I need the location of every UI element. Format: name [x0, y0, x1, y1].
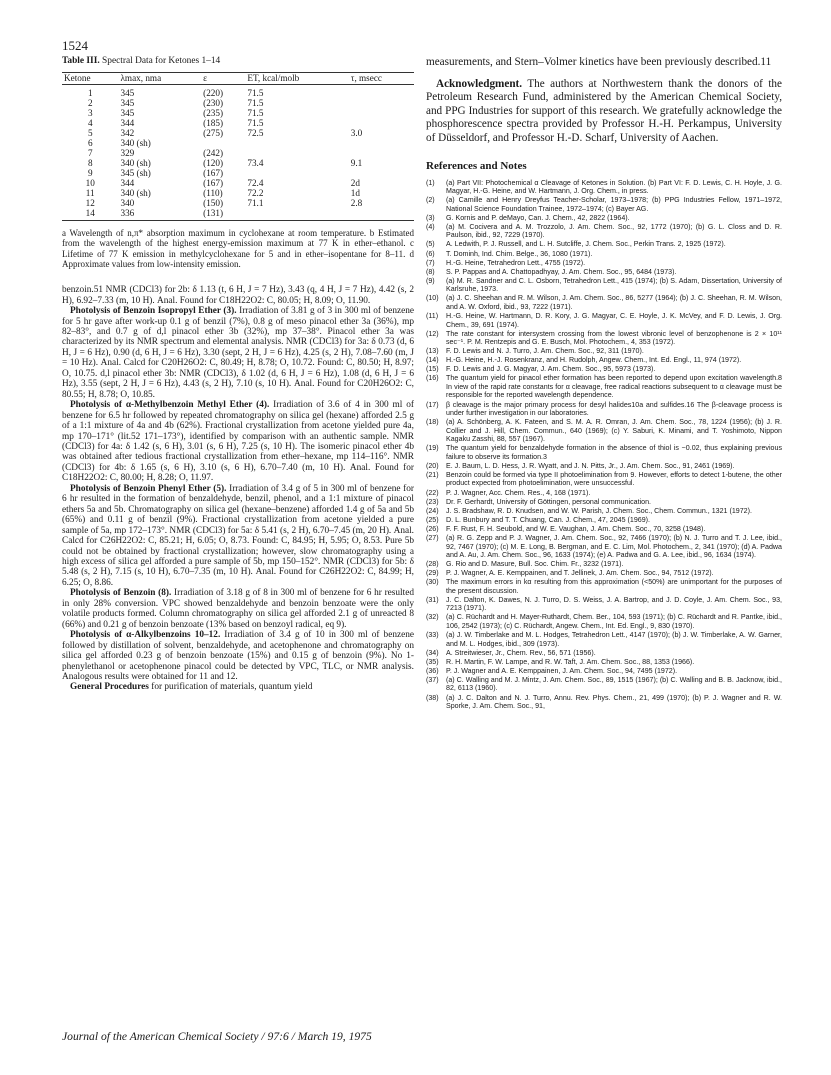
- reference-number: (8): [426, 267, 435, 276]
- reference-item: [426, 471, 782, 488]
- body-paragraph: [62, 682, 414, 692]
- reference-number: (38): [426, 693, 439, 702]
- col-header-tau: τ, msecc: [350, 73, 382, 83]
- cell-lambda: 336: [120, 208, 135, 218]
- cell-et: 71.5: [247, 88, 264, 98]
- reference-number: (13): [426, 347, 439, 356]
- table-row: [62, 98, 414, 108]
- table-row: [62, 178, 414, 188]
- reference-number: (21): [426, 470, 439, 479]
- cell-ketone: 2: [87, 98, 93, 108]
- reference-text: (a) R. G. Zepp and P. J. Wagner, J. Am. Chem. Soc., 92, 7466 (1970); (b) N. J. Turro and T. J. Lee, ibid., 92, 7467 (1970); (c) M. E. Long, B. Bergman, and E. C. Lim, Mol. Photochem., 2, 341 (1970); (d) A. Padwa and A. Au, J. Am. Chem. Soc., 96, 1633 (1974); (e) A. Padwa and G. A. Lee, ibid., 96, 1634 (1974).: [446, 534, 782, 559]
- reference-item: [426, 250, 782, 259]
- reference-item: [426, 277, 782, 294]
- cell-tau: [349, 98, 414, 108]
- reference-text: D. L. Bunbury and T. T. Chuang, Can. J. Chem., 47, 2045 (1969).: [446, 515, 650, 524]
- reference-item: [426, 401, 782, 418]
- page-number: 1524: [62, 38, 88, 53]
- reference-text: T. Dominh, Ind. Chim. Belge., 36, 1080 (1971).: [446, 249, 593, 258]
- paragraph-heading: Photolysis of α-Methylbenzoin Methyl Ether (4).: [70, 400, 270, 411]
- reference-item: [426, 578, 782, 595]
- reference-item: [426, 676, 782, 693]
- cell-epsilon: (220): [203, 88, 224, 98]
- reference-text: F. F. Rust, F. H. Seubold, and W. E. Vaughan, J. Am. Chem. Soc., 70, 3258 (1948).: [446, 524, 706, 533]
- reference-list: [426, 179, 782, 711]
- reference-text: Benzoin could be formed via type II photoelimination from 9. However, efforts to detect 1-butene, the other product expected from photoelimination, were unsuccessful.: [446, 470, 782, 488]
- col-header-et: ET, kcal/molb: [247, 73, 300, 83]
- cell-lambda: 345 (sh): [120, 168, 151, 178]
- cell-tau: [349, 118, 414, 128]
- continued-paragraph: measurements, and Stern–Volmer kinetics have been previously described.11: [426, 56, 772, 68]
- references-heading: References and Notes: [426, 159, 527, 172]
- cell-epsilon: (230): [203, 98, 224, 108]
- cell-lambda: 345: [120, 108, 135, 118]
- body-paragraph: [62, 630, 414, 682]
- cell-lambda: 340 (sh): [120, 188, 151, 198]
- reference-item: [426, 374, 782, 400]
- paragraph-heading: Photolysis of Benzoin (8).: [70, 588, 172, 599]
- reference-item: [426, 356, 782, 365]
- cell-ketone: 4: [87, 118, 93, 128]
- cell-epsilon: (185): [203, 118, 224, 128]
- right-column: [426, 56, 782, 711]
- reference-text: R. H. Martin, F. W. Lampe, and R. W. Taft, J. Am. Chem. Soc., 88, 1353 (1966).: [446, 657, 695, 666]
- cell-tau: 2d: [350, 178, 360, 188]
- reference-text: E. J. Baum, L. D. Hess, J. R. Wyatt, and J. N. Pitts, Jr., J. Am. Chem. Soc., 91, 2461 (1969).: [446, 461, 735, 470]
- reference-text: F. D. Lewis and N. J. Turro, J. Am. Chem. Soc., 92, 311 (1970).: [446, 347, 644, 356]
- cell-ketone: 6: [87, 138, 93, 148]
- reference-text: (a) C. Rüchardt and H. Mayer-Ruthardt, Chem. Ber., 104, 593 (1971); (b) C. Rüchardt and R. Pantke, ibid., 106, 2542 (1973); (c) C. Rüchardt, Angew. Chem., Int. Ed. Engl., 9, 830 (1970).: [446, 613, 782, 630]
- reference-number: (11): [426, 312, 439, 320]
- reference-item: [426, 498, 782, 507]
- reference-number: (17): [426, 400, 439, 409]
- table-row: [62, 108, 414, 118]
- reference-number: (9): [426, 276, 435, 285]
- reference-text: H.-G. Heine, W. Hartmann, D. R. Kory, J. G. Magyar, C. E. Hoyle, J. K. McVey, and F. D. Lewis, J. Org. Chem., 39, 691 (1974).: [446, 312, 782, 329]
- col-header-lambda: λmax, nma: [120, 73, 162, 83]
- spectral-data-table: [62, 72, 414, 221]
- reference-text: G. Kornis and P. deMayo, Can. J. Chem., 42, 2822 (1964).: [446, 213, 630, 222]
- reference-number: (28): [426, 560, 439, 569]
- cell-et: 71.5: [247, 98, 264, 108]
- reference-number: (30): [426, 578, 439, 587]
- cell-ketone: 14: [85, 208, 95, 218]
- reference-number: (25): [426, 515, 439, 524]
- col-header-epsilon: ε: [203, 73, 207, 83]
- reference-item: [426, 214, 782, 223]
- reference-number: (36): [426, 666, 439, 675]
- reference-text: P. J. Wagner, Acc. Chem. Res., 4, 168 (1971).: [446, 488, 591, 497]
- paragraph-text: Irradiation of 3.4 g of 5 in 300 ml of benzene for 6 hr resulted in the formation of benzaldehyde, benzil, phenol, and a 1:1 mixture of pinacol ethers 5a and 5b. Chromatography on silica gel (hexane–benzene) afforded 1.4 g of 5a and 5b (65%) and 0.11 g of benzil (9%). Fractional crystallization from acetone yielded a pure sample of 5a, mp 172–173°. NMR (CDCl3) for 5a: δ 5.41 (s, 2 H), 6.70–7.45 (m, 20 H). Anal. Calcd for C26H22O2: C, 85.21; H, 6.05; O, 8.73. Found: C, 84.95; H, 5.95; O, 8.53. Pure 5b could not be obtained by fractional crystallization; however, slow chromatography using a high excess of silica gel afforded a pure sample of 5b, mp 150–152°. NMR (CDCl3) for 5b: δ 5.48 (s, 2 H), 7.15 (s, 10 H), 6.70–7.35 (m, 10 H). Anal. Found for C26H22O2: C, 84.99; H, 6.25; O, 8.86.: [62, 483, 415, 588]
- col-header-ketone: Ketone: [64, 73, 91, 83]
- reference-number: (14): [426, 356, 439, 365]
- cell-ketone: 8: [87, 158, 93, 168]
- cell-et: 71.5: [247, 108, 264, 118]
- table-row: [62, 188, 414, 198]
- reference-text: J. S. Bradshaw, R. D. Knudsen, and W. W. Parish, J. Chem. Soc., Chem. Commun., 1321 (1972).: [446, 506, 752, 515]
- reference-item: [426, 489, 782, 498]
- reference-number: (5): [426, 240, 435, 249]
- reference-item: [426, 631, 782, 648]
- reference-number: (12): [426, 329, 439, 338]
- cell-et: 73.4: [247, 158, 264, 168]
- reference-text: (a) C. Walling and M. J. Mintz, J. Am. Chem. Soc., 89, 1515 (1967); (b) C. Walling and B. B. Jacknow, ibid., 82, 6113 (1960).: [446, 675, 782, 693]
- reference-item: [426, 418, 782, 444]
- body-paragraph: [62, 484, 414, 589]
- journal-footer: Journal of the American Chemical Society / 97:6 / March 19, 1975: [62, 1030, 372, 1043]
- reference-text: The quantum yield for benzaldehyde formation in the absence of thiol is ~0.02, thus explaining previous failure to observe its formation.3: [446, 444, 782, 461]
- cell-tau: 9.1: [350, 158, 363, 168]
- reference-item: [426, 613, 782, 630]
- reference-item: [426, 294, 782, 311]
- cell-lambda: 344: [120, 178, 135, 188]
- reference-number: (32): [426, 613, 439, 622]
- cell-ketone: 7: [87, 148, 93, 158]
- cell-et: [245, 138, 348, 148]
- reference-number: (22): [426, 488, 439, 497]
- reference-number: (24): [426, 506, 439, 515]
- table-label: Table III.: [62, 56, 100, 66]
- cell-tau: 2.8: [350, 198, 363, 208]
- cell-lambda: 344: [120, 118, 135, 128]
- reference-text: (a) J. C. Sheehan and R. M. Wilson, J. Am. Chem. Soc., 86, 5277 (1964); (b) J. C. Sheehan, R. M. Wilson, and A. W. Oxford, ibid., 93, 7222 (1971).: [446, 294, 782, 311]
- reference-number: (15): [426, 365, 439, 374]
- reference-text: The maximum errors in kα resulting from this approximation (<50%) are unimportant for the purposes of the present discussion.: [446, 578, 782, 595]
- reference-item: [426, 268, 782, 277]
- cell-et: [245, 168, 348, 178]
- reference-number: (29): [426, 569, 439, 578]
- cell-ketone: 9: [87, 168, 93, 178]
- reference-text: F. D. Lewis and J. G. Magyar, J. Am. Chem. Soc., 95, 5973 (1973).: [446, 365, 656, 374]
- acknowledgment-paragraph: [426, 78, 782, 146]
- reference-number: (37): [426, 675, 439, 684]
- cell-epsilon: (242): [203, 148, 224, 158]
- paragraph-text: for purification of materials, quantum yield: [148, 682, 313, 693]
- paragraph-heading: Photolysis of Benzoin Phenyl Ether (5).: [70, 483, 227, 494]
- reference-number: (3): [426, 213, 435, 222]
- table-row: [62, 85, 414, 99]
- cell-tau: [349, 168, 414, 178]
- table-row: [62, 128, 414, 138]
- reference-text: (a) M. Cocivera and A. M. Trozzolo, J. Am. Chem. Soc., 92, 1772 (1970); (b) G. L. Closs and D. R. Paulson, ibid., 92, 7229 (1970).: [446, 222, 782, 240]
- table-row: [62, 168, 414, 178]
- cell-epsilon: (131): [203, 208, 224, 218]
- cell-et: [245, 208, 348, 221]
- cell-epsilon: (275): [203, 128, 224, 138]
- cell-tau: [349, 108, 414, 118]
- reference-number: (16): [426, 374, 439, 383]
- table-row: [62, 208, 414, 221]
- paragraph-heading: Photolysis of Benzoin Isopropyl Ether (3).: [70, 306, 237, 317]
- reference-text: P. J. Wagner, A. E. Kemppainen, and T. Jellinek, J. Am. Chem. Soc., 94, 7512 (1972).: [446, 569, 714, 578]
- body-paragraph: [62, 285, 414, 306]
- cell-ketone: 11: [85, 188, 95, 198]
- body-paragraph: [62, 588, 414, 630]
- reference-item: [426, 658, 782, 667]
- reference-item: [426, 312, 782, 329]
- reference-item: [426, 507, 782, 516]
- reference-item: [426, 240, 782, 249]
- reference-number: (4): [426, 222, 435, 231]
- table-row: [62, 118, 414, 128]
- cell-ketone: 1: [87, 88, 93, 98]
- reference-number: (7): [426, 258, 435, 267]
- cell-lambda: 345: [120, 88, 135, 98]
- reference-text: The rate constant for intersystem crossing from the lowest vibronic level of benzophenone is 2 × 10¹¹ sec⁻¹. P. M. Rentzepis and G. E. Busch, Mol. Photochem., 4, 353 (1972).: [446, 329, 782, 347]
- cell-epsilon: (167): [203, 178, 224, 188]
- paragraph-heading: Photolysis of α-Alkylbenzoins 10–12.: [70, 630, 221, 641]
- cell-ketone: 12: [85, 198, 95, 208]
- cell-tau: [349, 138, 414, 148]
- reference-item: [426, 649, 782, 658]
- reference-number: (33): [426, 631, 439, 640]
- reference-text: The quantum yield for pinacol ether formation has been reported to depend upon excitation wavelength.8 In view of the rapid rate constants for α cleavage, free radical reactions subsequent to α cleavage must be responsible for the reported wavelength dependence.: [446, 374, 782, 400]
- cell-et: 72.5: [247, 128, 264, 138]
- paragraph-text: Irradiation of 3.4 g of 10 in 300 ml of benzene followed by distillation of solvent, benzaldehyde, and acetophenone and chromatography on silica gel afforded 0.23 g of benzoin benzoate (15%) and 0.15 g of benzoin (9%). No 1-phenylethanol or acetophenone pinacol could be detected by VPC, TLC, or NMR analysis. Analogous results were obtained for 11 and 12.: [62, 630, 414, 682]
- cell-et: 71.5: [247, 118, 264, 128]
- cell-et: 71.1: [247, 198, 264, 208]
- paragraph-text: Irradiation of 3.6 of 4 in 300 ml of benzene for 6.5 hr followed by repeated chromatography on silica gel (hexane) afforded 2.5 g of a 1:1 mixture of 4a and 4b (62%). Fractional crystallization from acetone yielded pure 4a, mp 170–171° (lit.52 171–173°), identified by comparison with an authentic sample. NMR (CDCl3) for 4a: δ 1.42 (s, 6 H), 3.01 (s, 6 H), 7.25 (s, 10 H). The isomeric pinacol ether 4b was obtained after tedious fractional crystallization from ether–hexane, mp 114–116°. NMR (CDCl3) for 4b: δ 1.65 (s, 6 H), 3.10 (s, 6 H), 6.70–7.40 (m, 10 H). Anal. Found for C18H22O2: C, 80.00; H, 8.28; O, 11.97.: [62, 400, 415, 484]
- table-row: [62, 148, 414, 158]
- reference-text: Dr. F. Gerhardt, University of Göttingen, personal communication.: [446, 497, 652, 506]
- reference-number: (35): [426, 657, 439, 666]
- reference-number: (2): [426, 196, 435, 205]
- reference-item: [426, 667, 782, 676]
- reference-item: [426, 525, 782, 534]
- reference-text: H.-G. Heine, H.-J. Rosenkranz, and H. Rudolph, Angew. Chem., Int. Ed. Engl., 11, 974 (1972).: [446, 356, 742, 365]
- cell-tau: [349, 85, 414, 99]
- reference-text: P. J. Wagner and A. E. Kemppainen, J. Am. Chem. Soc., 94, 7495 (1972).: [446, 666, 678, 675]
- cell-ketone: 10: [85, 178, 95, 188]
- reference-number: (26): [426, 524, 439, 533]
- reference-number: (31): [426, 595, 439, 604]
- table-row: [62, 138, 414, 148]
- cell-et: 72.2: [247, 188, 264, 198]
- reference-text: (a) M. R. Sandner and C. L. Osborn, Tetrahedron Lett., 415 (1974); (b) S. Adam, Dissertation, University of Karlsruhe, 1973.: [446, 276, 782, 294]
- cell-lambda: 340: [120, 198, 135, 208]
- reference-item: [426, 330, 782, 347]
- reference-number: (18): [426, 418, 439, 427]
- cell-epsilon: (120): [203, 158, 224, 168]
- body-paragraph: [62, 400, 414, 484]
- cell-et: 72.4: [247, 178, 264, 188]
- experimental-section: [62, 285, 414, 693]
- reference-text: A. Streitwieser, Jr., Chem. Rev., 56, 571 (1956).: [446, 648, 596, 657]
- reference-text: G. Rio and D. Masure, Bull. Soc. Chim. Fr., 3232 (1971).: [446, 560, 624, 569]
- cell-et: [245, 148, 348, 158]
- reference-number: (23): [426, 497, 439, 506]
- cell-epsilon: (167): [203, 168, 224, 178]
- table-footnote: a Wavelength of n,π* absorption maximum in cyclohexane at room temperature. b Estimated from the wavelength of the highest energy-emission maximum at 77 K in ether–ethanol. c Lifetime of 77 K emission in methylcyclohexane for 5 and in ether–isopentane for 8–11. d Approximate values from low-intensity emission.: [62, 228, 414, 269]
- reference-text: S. P. Pappas and A. Chattopadhyay, J. Am. Chem. Soc., 95, 6484 (1973).: [446, 267, 677, 276]
- paragraph-text: benzoin.51 NMR (CDCl3) for 2b: δ 1.13 (t, 6 H, J = 7 Hz), 3.43 (q, 4 H, J = 7 Hz), 4.42 (s, 2 H), 6.92–7.33 (m, 10 H). Anal. Found for C18H22O2: C, 80.05; H, 8.09; O, 11.90.: [62, 285, 414, 306]
- reference-text: β cleavage is the major primary process for desyl halides10a and sulfides.16 The β-cleavage process is under further investigation in our laboratories.: [446, 400, 782, 418]
- acknowledgment-heading: Acknowledgment.: [436, 77, 523, 90]
- table-caption: [62, 56, 414, 66]
- cell-lambda: 342: [120, 128, 135, 138]
- reference-item: [426, 347, 782, 356]
- reference-item: [426, 560, 782, 569]
- cell-ketone: 5: [87, 128, 93, 138]
- reference-text: J. C. Dalton, K. Dawes, N. J. Turro, D. S. Weiss, J. A. Bartrop, and J. D. Coyle, J. Am. Chem. Soc., 93, 7213 (1971).: [446, 595, 782, 613]
- reference-item: [426, 694, 782, 711]
- reference-item: [426, 259, 782, 268]
- table-body: [62, 85, 414, 221]
- reference-number: (27): [426, 534, 439, 542]
- reference-number: (19): [426, 444, 439, 453]
- cell-epsilon: [201, 138, 245, 148]
- cell-epsilon: (110): [203, 188, 223, 198]
- reference-item: [426, 179, 782, 196]
- cell-tau: 3.0: [350, 128, 363, 138]
- reference-text: (a) Camille and Henry Dreyfus Teacher-Scholar, 1973–1978; (b) PPG Industries Fellow, 1971–1972, National Science Foundation Trainee, 1972–1974; (c) Bayer AG.: [446, 196, 782, 213]
- reference-number: (6): [426, 249, 435, 258]
- reference-item: [426, 516, 782, 525]
- reference-item: [426, 196, 782, 213]
- reference-item: [426, 462, 782, 471]
- reference-text: (a) J. C. Dalton and N. J. Turro, Annu. Rev. Phys. Chem., 21, 499 (1970); (b) P. J. Wagner and R. W. Sporke, J. Am. Chem. Soc., 91,: [446, 693, 782, 711]
- reference-text: (a) A. Schönberg, A. K. Fateen, and S. M. A. R. Omran, J. Am. Chem. Soc., 78, 1224 (1956); (b) J. R. Collier and J. Hill, Chem. Commun., 640 (1969); (c) Y. Saburi, K. Minami, and T. Yoshimoto, Nippon Kagaku Zasshi, 88, 557 (1967).: [446, 418, 782, 444]
- reference-item: [426, 534, 782, 560]
- reference-item: [426, 596, 782, 613]
- cell-lambda: 340 (sh): [120, 138, 151, 148]
- reference-text: A. Ledwith, P. J. Russell, and L. H. Sutcliffe, J. Chem. Soc., Perkin Trans. 2, 1925 (1972).: [446, 240, 726, 249]
- paragraph-heading: General Procedures: [70, 682, 149, 693]
- reference-item: [426, 444, 782, 461]
- table-row: [62, 158, 414, 168]
- table-row: [62, 198, 414, 208]
- cell-tau: [349, 148, 414, 158]
- reference-item: [426, 569, 782, 578]
- reference-text: H.-G. Heine, Tetrahedron Lett., 4755 (1972).: [446, 258, 586, 267]
- cell-lambda: 345: [120, 98, 135, 108]
- cell-epsilon: (235): [203, 108, 224, 118]
- reference-number: (1): [426, 178, 435, 187]
- acknowledgment-text: The authors at Northwestern thank the donors of the Petroleum Research Fund, administered by the American Chemical Society, and PPG Industries for support of this research. We gratefully acknowledge the phosphorescence spectra provided by Professor H.-H. Perkampus, University of Düsseldorf, and Professor H.-D. Scharf, University of Aachen.: [426, 77, 782, 144]
- cell-lambda: 340 (sh): [120, 158, 151, 168]
- paragraph-text: Irradiation of 3.81 g of 3 in 300 ml of benzene for 5 hr gave after work-up 0.1 g of benzil (7%), 0.8 g of meso pinacol ether 3a (36%), mp 82–83°, and 0.7 g of d,l pinacol ether 3b (32%), mp 37–38°. Pinacol ether 3a was characterized by its NMR spectrum and elemental analysis. NMR (CDCl3) for 3a: δ 0.73 (d, 6 H, J = 6 Hz), 0.90 (d, 6 H, J = 6 Hz), 3.30 (sept, 2 H, J = 6 Hz), 4.25 (s, 2 H), 7.08–7.60 (m, J = 10 Hz). Anal. Calcd for C20H26O2: C, 80.49; H, 8.78; O, 10.72. Found: C, 80.50; H, 8.97; O, 10.75. d,l pinacol ether 3b: NMR (CDCl3), δ 1.02 (d, 6 H, J = 6 Hz), 1.08 (d, 6 H, J = 6 Hz), 3.55 (sept, 2 H, J = 6 Hz), 4.43 (s, 2 H), 7.10 (s, 10 H). Anal. Found for C20H26O2: C, 80.55; H, 8.78; O, 10.85.: [62, 306, 415, 400]
- table-header-row: [62, 73, 414, 85]
- paragraph-text: Irradiation of 3.18 g of 8 in 300 ml of benzene for 6 hr resulted in only 28% conversion. VPC showed benzaldehyde and benzoin benzoate were the only volatile products formed. Column chromatography on silica gel afforded 2.1 g of unreacted 8 (66%) and 0.21 g of benzoin benzoate (13% based on benzoyl radical, eq 9).: [62, 588, 414, 630]
- left-column: [62, 56, 414, 693]
- reference-text: (a) Part VII: Photochemical α Cleavage of Ketones in Solution. (b) Part VI: F. D. Lewis, C. H. Hoyle, J. G. Magyar, H.-G. Heine, and W. Hartmann, J. Org. Chem., in press.: [446, 178, 782, 196]
- body-paragraph: [62, 306, 414, 400]
- table-title: Spectral Data for Ketones 1–14: [102, 56, 221, 66]
- reference-number: (34): [426, 648, 439, 657]
- reference-number: (20): [426, 461, 439, 470]
- cell-lambda: 329: [120, 148, 135, 158]
- cell-tau: 1d: [350, 188, 360, 198]
- cell-epsilon: (150): [203, 198, 224, 208]
- reference-item: [426, 223, 782, 240]
- cell-tau: [349, 208, 414, 221]
- reference-item: [426, 365, 782, 374]
- reference-text: (a) J. W. Timberlake and M. L. Hodges, Tetrahedron Lett., 4147 (1970); (b) J. W. Timberlake, A. W. Garner, and M. L. Hodges, ibid., 309 (1973).: [446, 631, 782, 648]
- reference-number: (10): [426, 294, 439, 303]
- cell-ketone: 3: [87, 108, 93, 118]
